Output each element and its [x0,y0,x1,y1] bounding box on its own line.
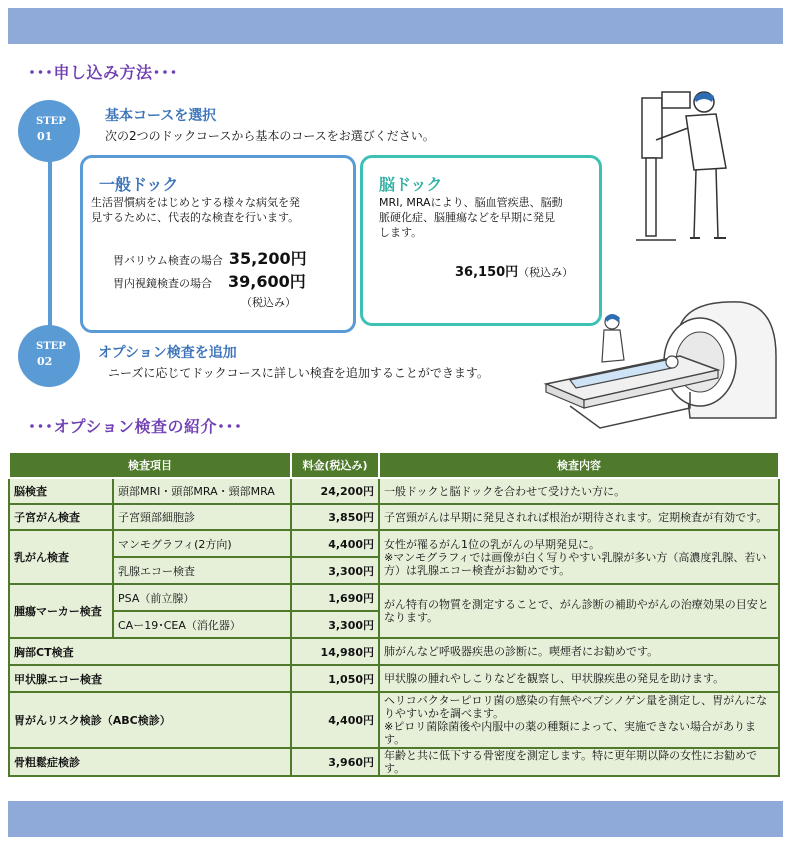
apply-section-title: ･･･申し込み方法･･･ [28,63,179,82]
exam-price: 4,400円 [291,692,379,748]
exam-price: 14,980円 [291,638,379,665]
general-dock-tax-note: （税込み） [241,296,296,309]
table-row [9,692,779,748]
exam-desc: 年齢と共に低下する骨密度を測定します。特に更年期以降の女性にお勧めです。 [379,748,779,776]
table-row [9,748,779,776]
table-row [9,530,779,557]
mri-scanner-illustration [540,296,786,431]
exam-price: 4,400円 [291,530,379,557]
top-banner [8,8,783,44]
step-label: STEP [36,341,66,352]
exam-sub: PSA（前立腺） [113,584,291,611]
table-row [9,504,779,530]
exam-sub: 子宮頸部細胞診 [113,504,291,530]
exam-desc: 肺がんなど呼吸器疾患の診断に。喫煙者にお勧めです。 [379,638,779,665]
xray-doctor-illustration [636,88,732,246]
table-row [9,478,779,504]
header-price: 料金(税込み) [291,452,379,478]
step-label: STEP [36,116,66,127]
exam-price: 1,690円 [291,584,379,611]
exam-price: 3,960円 [291,748,379,776]
step-01-heading: 基本コースを選択 [105,108,217,124]
exam-name: 胸部CT検査 [9,638,291,665]
general-dock-desc-2: 見するために、代表的な検査を行います。 [91,211,300,224]
price-value: 39,600円 [228,272,306,291]
price-value: 35,200円 [228,249,307,268]
exam-desc [379,530,779,584]
step-timeline-line [48,148,52,353]
exam-sub: 乳腺エコー検査 [113,557,291,584]
brain-dock-desc-2: 脈硬化症、脳腫瘍などを早期に発見 [379,211,555,224]
general-dock-desc-1: 生活習慣病をはじめとする様々な病気を発 [91,196,300,209]
exam-desc-line: ヘリコバクターピロリ菌の感染の有無やペプシノゲン量を測定し、胃がんになりやすいかを調べます。 [384,694,768,720]
header-content: 検査内容 [379,452,779,478]
options-table [8,451,780,777]
step-number: 02 [37,355,53,368]
brain-dock-price-row [455,261,573,280]
price-label: 胃内視鏡検査の場合 [113,277,212,290]
exam-desc-note: ※ピロリ菌除菌後や内服中の薬の種類によって、実施できない場合があります。 [384,720,756,746]
exam-desc-note: ※マンモグラフィでは画像が白く写りやすい乳腺が多い方（高濃度乳腺、若い方）は乳腺エコー検査がお勧めです。 [384,550,767,577]
exam-desc-line: 女性が罹るがん1位の乳がんの早期発見に。 [384,537,600,551]
general-dock-price-barium [113,246,307,269]
step-number: 01 [37,130,53,143]
step-01-badge [18,100,80,162]
brain-dock-price: 36,150円 [455,265,519,280]
table-row [9,638,779,665]
exam-name: 子宮がん検査 [9,504,113,530]
exam-price: 3,850円 [291,504,379,530]
brain-dock-desc-3: します。 [379,226,423,239]
step-01-description: 次の2つのドックコースから基本のコースをお選びください。 [105,129,435,143]
general-dock-title: 一般ドック [99,175,179,194]
exam-desc: 甲状腺の腫れやしこりなどを観察し、甲状腺疾患の発見を助けます。 [379,665,779,692]
brain-dock-title: 脳ドック [379,175,443,194]
exam-sub: 頭部MRI・頭部MRA・頸部MRA [113,478,291,504]
exam-name: 甲状腺エコー検査 [9,665,291,692]
step-02-description: ニーズに応じてドックコースに詳しい検査を追加することができます。 [108,366,489,380]
brain-dock-desc-1: MRI, MRAにより、脳血管疾患、脳動 [379,196,563,209]
exam-name: 骨粗鬆症検診 [9,748,291,776]
exam-sub: CAー19･CEA（消化器） [113,611,291,638]
exam-desc: がん特有の物質を測定することで、がん診断の補助やがんの治療効果の目安となります。 [379,584,779,638]
exam-sub: マンモグラフィ(2方向) [113,530,291,557]
exam-price: 1,050円 [291,665,379,692]
exam-price: 3,300円 [291,611,379,638]
options-section-title: ･･･オプション検査の紹介･･･ [28,417,243,436]
brain-dock-tax-note: （税込み） [518,266,574,279]
general-dock-card [80,155,356,333]
exam-name: 脳検査 [9,478,113,504]
bottom-banner [8,801,783,837]
exam-name: 乳がん検査 [9,530,113,584]
exam-desc [379,692,779,748]
table-row [9,584,779,611]
table-header-row [9,452,779,478]
exam-price: 3,300円 [291,557,379,584]
exam-name: 腫瘍マーカー検査 [9,584,113,638]
exam-desc: 子宮頸がんは早期に発見されれば根治が期待されます。定期検査が有効です。 [379,504,779,530]
step-02-heading: オプション検査を追加 [98,345,237,361]
general-dock-price-endoscope [113,269,306,292]
exam-desc: 一般ドックと脳ドックを合わせて受けたい方に。 [379,478,779,504]
header-item: 検査項目 [9,452,291,478]
price-label: 胃バリウム検査の場合 [113,254,223,267]
exam-name: 胃がんリスク検診（ABC検診） [9,692,291,748]
step-02-badge [18,325,80,387]
table-row [9,665,779,692]
exam-price: 24,200円 [291,478,379,504]
